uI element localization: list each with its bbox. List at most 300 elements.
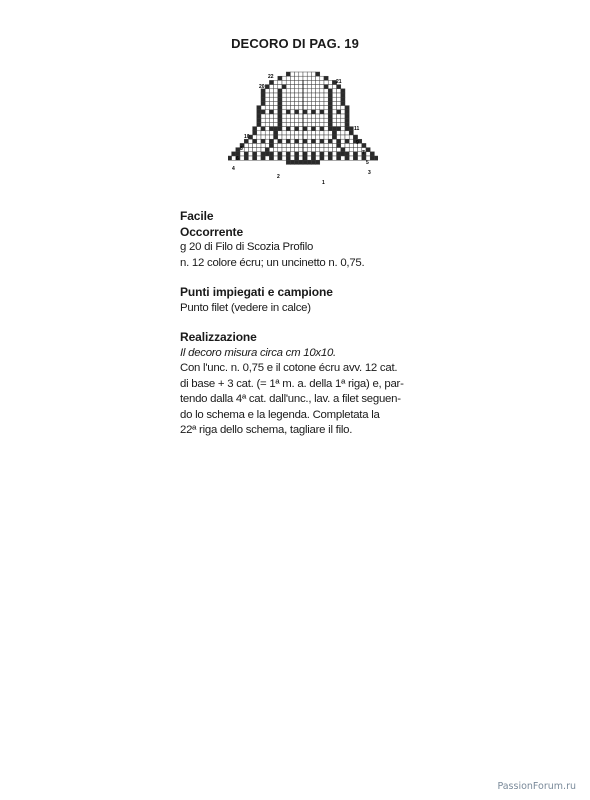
open-cell bbox=[324, 110, 328, 114]
open-cell bbox=[286, 131, 290, 135]
filled-cell bbox=[274, 127, 278, 131]
open-cell bbox=[332, 143, 336, 147]
open-cell bbox=[337, 89, 341, 93]
filled-cell bbox=[253, 131, 257, 135]
open-cell bbox=[257, 131, 261, 135]
filled-cell bbox=[328, 156, 332, 160]
open-cell bbox=[274, 139, 278, 143]
row-label-1: 1 bbox=[322, 180, 325, 186]
filled-cell bbox=[278, 152, 282, 156]
filled-cell bbox=[370, 156, 374, 160]
open-cell bbox=[316, 97, 320, 101]
filled-cell bbox=[286, 156, 290, 160]
filled-cell bbox=[328, 93, 332, 97]
open-cell bbox=[295, 135, 299, 139]
open-cell bbox=[274, 93, 278, 97]
open-cell bbox=[307, 72, 311, 76]
open-cell bbox=[341, 122, 345, 126]
open-cell bbox=[307, 97, 311, 101]
filled-cell bbox=[257, 110, 261, 114]
row-label-4: 4 bbox=[232, 166, 235, 172]
open-cell bbox=[299, 143, 303, 147]
open-cell bbox=[269, 93, 273, 97]
open-cell bbox=[303, 97, 307, 101]
open-cell bbox=[265, 139, 269, 143]
open-cell bbox=[290, 80, 294, 84]
open-cell bbox=[299, 139, 303, 143]
open-cell bbox=[332, 101, 336, 105]
open-cell bbox=[320, 122, 324, 126]
filled-cell bbox=[278, 156, 282, 160]
filled-cell bbox=[278, 122, 282, 126]
open-cell bbox=[332, 156, 336, 160]
open-cell bbox=[337, 148, 341, 152]
open-cell bbox=[261, 122, 265, 126]
open-cell bbox=[311, 72, 315, 76]
filled-cell bbox=[370, 152, 374, 156]
open-cell bbox=[311, 131, 315, 135]
open-cell bbox=[253, 135, 257, 139]
open-cell bbox=[307, 156, 311, 160]
open-cell bbox=[324, 93, 328, 97]
open-cell bbox=[316, 80, 320, 84]
open-cell bbox=[337, 97, 341, 101]
open-cell bbox=[282, 122, 286, 126]
open-cell bbox=[286, 93, 290, 97]
filled-cell bbox=[328, 97, 332, 101]
open-cell bbox=[282, 118, 286, 122]
open-cell bbox=[286, 118, 290, 122]
filled-cell bbox=[328, 122, 332, 126]
open-cell bbox=[332, 118, 336, 122]
open-cell bbox=[332, 152, 336, 156]
open-cell bbox=[324, 127, 328, 131]
open-cell bbox=[324, 152, 328, 156]
filled-cell bbox=[345, 110, 349, 114]
filled-cell bbox=[307, 160, 311, 164]
open-cell bbox=[282, 76, 286, 80]
open-cell bbox=[274, 106, 278, 110]
open-cell bbox=[332, 114, 336, 118]
open-cell bbox=[269, 106, 273, 110]
filled-cell bbox=[311, 152, 315, 156]
open-cell bbox=[303, 80, 307, 84]
open-cell bbox=[316, 143, 320, 147]
open-cell bbox=[282, 114, 286, 118]
filled-cell bbox=[278, 93, 282, 97]
filled-cell bbox=[320, 110, 324, 114]
open-cell bbox=[274, 122, 278, 126]
filled-cell bbox=[269, 80, 273, 84]
open-cell bbox=[261, 143, 265, 147]
open-cell bbox=[332, 89, 336, 93]
filled-cell bbox=[332, 131, 336, 135]
filled-cell bbox=[311, 110, 315, 114]
open-cell bbox=[295, 76, 299, 80]
filled-cell bbox=[341, 97, 345, 101]
realizzazione-intro: Il decoro misura circa cm 10x10. bbox=[180, 346, 336, 359]
filled-cell bbox=[261, 101, 265, 105]
filled-cell bbox=[366, 148, 370, 152]
open-cell bbox=[307, 122, 311, 126]
instructions-text bbox=[180, 209, 440, 439]
open-cell bbox=[349, 143, 353, 147]
filled-cell bbox=[328, 110, 332, 114]
open-cell bbox=[265, 114, 269, 118]
filled-cell bbox=[320, 139, 324, 143]
open-cell bbox=[295, 143, 299, 147]
filled-cell bbox=[269, 139, 273, 143]
filled-cell bbox=[349, 127, 353, 131]
open-cell bbox=[358, 156, 362, 160]
open-cell bbox=[299, 148, 303, 152]
open-cell bbox=[341, 135, 345, 139]
open-cell bbox=[290, 114, 294, 118]
open-cell bbox=[320, 106, 324, 110]
filled-cell bbox=[303, 152, 307, 156]
filled-cell bbox=[257, 106, 261, 110]
open-cell bbox=[332, 148, 336, 152]
open-cell bbox=[282, 110, 286, 114]
filled-cell bbox=[278, 127, 282, 131]
open-cell bbox=[324, 148, 328, 152]
open-cell bbox=[320, 148, 324, 152]
open-cell bbox=[324, 101, 328, 105]
open-cell bbox=[324, 118, 328, 122]
open-cell bbox=[337, 101, 341, 105]
open-cell bbox=[332, 106, 336, 110]
open-cell bbox=[303, 148, 307, 152]
open-cell bbox=[261, 131, 265, 135]
filled-cell bbox=[328, 152, 332, 156]
open-cell bbox=[316, 127, 320, 131]
filled-cell bbox=[261, 127, 265, 131]
open-cell bbox=[307, 152, 311, 156]
row-label-7: 7 bbox=[362, 150, 365, 156]
open-cell bbox=[332, 93, 336, 97]
filled-cell bbox=[316, 72, 320, 76]
open-cell bbox=[337, 106, 341, 110]
open-cell bbox=[307, 76, 311, 80]
filled-cell bbox=[303, 127, 307, 131]
open-cell bbox=[299, 152, 303, 156]
open-cell bbox=[282, 152, 286, 156]
open-cell bbox=[316, 101, 320, 105]
open-cell bbox=[240, 152, 244, 156]
filled-cell bbox=[328, 139, 332, 143]
open-cell bbox=[278, 143, 282, 147]
open-cell bbox=[299, 76, 303, 80]
filled-cell bbox=[320, 152, 324, 156]
filled-cell bbox=[311, 156, 315, 160]
row-label-21: 21 bbox=[336, 79, 342, 85]
open-cell bbox=[311, 118, 315, 122]
filled-cell bbox=[337, 110, 341, 114]
filet-chart-diagram bbox=[228, 68, 378, 188]
open-cell bbox=[316, 106, 320, 110]
filled-cell bbox=[303, 110, 307, 114]
open-cell bbox=[328, 135, 332, 139]
filled-cell bbox=[328, 127, 332, 131]
row-label-10: 10 bbox=[244, 134, 250, 140]
open-cell bbox=[311, 101, 315, 105]
filled-cell bbox=[257, 122, 261, 126]
open-cell bbox=[299, 122, 303, 126]
open-cell bbox=[265, 127, 269, 131]
open-cell bbox=[269, 114, 273, 118]
filled-cell bbox=[328, 106, 332, 110]
open-cell bbox=[257, 139, 261, 143]
open-cell bbox=[345, 143, 349, 147]
open-cell bbox=[265, 89, 269, 93]
open-cell bbox=[316, 114, 320, 118]
open-cell bbox=[282, 131, 286, 135]
open-cell bbox=[278, 131, 282, 135]
open-cell bbox=[257, 143, 261, 147]
open-cell bbox=[311, 114, 315, 118]
open-cell bbox=[295, 85, 299, 89]
filled-cell bbox=[278, 89, 282, 93]
open-cell bbox=[295, 131, 299, 135]
open-cell bbox=[324, 122, 328, 126]
filled-cell bbox=[337, 152, 341, 156]
open-cell bbox=[274, 148, 278, 152]
open-cell bbox=[341, 143, 345, 147]
open-cell bbox=[248, 152, 252, 156]
filled-cell bbox=[341, 89, 345, 93]
open-cell bbox=[299, 89, 303, 93]
filled-cell bbox=[286, 110, 290, 114]
open-cell bbox=[316, 135, 320, 139]
filled-cell bbox=[253, 127, 257, 131]
open-cell bbox=[307, 127, 311, 131]
open-cell bbox=[274, 114, 278, 118]
open-cell bbox=[278, 148, 282, 152]
open-cell bbox=[274, 89, 278, 93]
row-label-20: 20 bbox=[259, 84, 265, 90]
open-cell bbox=[324, 135, 328, 139]
punti-line: Punto filet (vedere in calce) bbox=[180, 301, 311, 314]
open-cell bbox=[265, 101, 269, 105]
open-cell bbox=[303, 114, 307, 118]
open-cell bbox=[248, 143, 252, 147]
open-cell bbox=[328, 80, 332, 84]
open-cell bbox=[274, 152, 278, 156]
open-cell bbox=[320, 131, 324, 135]
punti-heading: Punti impiegati e campione bbox=[180, 285, 333, 299]
open-cell bbox=[299, 156, 303, 160]
open-cell bbox=[337, 131, 341, 135]
filled-cell bbox=[261, 110, 265, 114]
open-cell bbox=[278, 80, 282, 84]
open-cell bbox=[316, 118, 320, 122]
filled-cell bbox=[341, 152, 345, 156]
filled-cell bbox=[228, 156, 232, 160]
open-cell bbox=[290, 135, 294, 139]
open-cell bbox=[282, 139, 286, 143]
filled-cell bbox=[303, 160, 307, 164]
filled-cell bbox=[253, 152, 257, 156]
open-cell bbox=[261, 118, 265, 122]
open-cell bbox=[257, 152, 261, 156]
open-cell bbox=[261, 106, 265, 110]
open-cell bbox=[269, 135, 273, 139]
open-cell bbox=[324, 114, 328, 118]
filled-cell bbox=[295, 160, 299, 164]
open-cell bbox=[286, 122, 290, 126]
filled-cell bbox=[345, 118, 349, 122]
open-cell bbox=[265, 122, 269, 126]
filled-cell bbox=[290, 160, 294, 164]
open-cell bbox=[274, 80, 278, 84]
filled-cell bbox=[274, 135, 278, 139]
open-cell bbox=[265, 118, 269, 122]
filled-cell bbox=[269, 127, 273, 131]
watermark: PassionForum.ru bbox=[497, 781, 576, 792]
open-cell bbox=[274, 118, 278, 122]
filled-cell bbox=[253, 139, 257, 143]
filled-cell bbox=[274, 131, 278, 135]
open-cell bbox=[286, 135, 290, 139]
open-cell bbox=[290, 127, 294, 131]
open-cell bbox=[311, 135, 315, 139]
filled-cell bbox=[311, 127, 315, 131]
filled-cell bbox=[278, 76, 282, 80]
open-cell bbox=[316, 89, 320, 93]
open-cell bbox=[366, 152, 370, 156]
open-cell bbox=[311, 143, 315, 147]
filled-cell bbox=[286, 160, 290, 164]
open-cell bbox=[299, 85, 303, 89]
filled-cell bbox=[286, 152, 290, 156]
open-cell bbox=[345, 148, 349, 152]
open-cell bbox=[349, 139, 353, 143]
open-cell bbox=[299, 135, 303, 139]
realizzazione-heading: Realizzazione bbox=[180, 330, 257, 344]
open-cell bbox=[265, 156, 269, 160]
open-cell bbox=[311, 97, 315, 101]
open-cell bbox=[337, 122, 341, 126]
filled-cell bbox=[261, 152, 265, 156]
realizzazione-line: 22ª riga dello schema, tagliare il filo. bbox=[180, 424, 353, 436]
open-cell bbox=[253, 143, 257, 147]
open-cell bbox=[307, 106, 311, 110]
filled-cell bbox=[278, 106, 282, 110]
open-cell bbox=[286, 106, 290, 110]
open-cell bbox=[299, 80, 303, 84]
open-cell bbox=[299, 72, 303, 76]
open-cell bbox=[345, 131, 349, 135]
open-cell bbox=[320, 85, 324, 89]
open-cell bbox=[303, 143, 307, 147]
filled-cell bbox=[261, 93, 265, 97]
filled-cell bbox=[345, 114, 349, 118]
open-cell bbox=[349, 148, 353, 152]
open-cell bbox=[320, 93, 324, 97]
row-label-5: 5 bbox=[366, 160, 369, 166]
open-cell bbox=[332, 122, 336, 126]
open-cell bbox=[282, 135, 286, 139]
open-cell bbox=[282, 97, 286, 101]
open-cell bbox=[311, 93, 315, 97]
filled-cell bbox=[328, 89, 332, 93]
open-cell bbox=[311, 85, 315, 89]
open-cell bbox=[295, 122, 299, 126]
open-cell bbox=[311, 89, 315, 93]
filled-cell bbox=[282, 85, 286, 89]
open-cell bbox=[311, 148, 315, 152]
open-cell bbox=[290, 152, 294, 156]
open-cell bbox=[341, 106, 345, 110]
open-cell bbox=[320, 97, 324, 101]
open-cell bbox=[324, 97, 328, 101]
filled-cell bbox=[295, 152, 299, 156]
open-cell bbox=[290, 110, 294, 114]
filled-cell bbox=[269, 143, 273, 147]
open-cell bbox=[290, 148, 294, 152]
open-cell bbox=[316, 156, 320, 160]
open-cell bbox=[341, 127, 345, 131]
filled-cell bbox=[328, 118, 332, 122]
open-cell bbox=[290, 156, 294, 160]
open-cell bbox=[278, 85, 282, 89]
open-cell bbox=[257, 148, 261, 152]
filled-cell bbox=[286, 72, 290, 76]
open-cell bbox=[295, 118, 299, 122]
open-cell bbox=[320, 118, 324, 122]
open-cell bbox=[320, 101, 324, 105]
open-cell bbox=[303, 72, 307, 76]
open-cell bbox=[341, 118, 345, 122]
filet-grid bbox=[228, 72, 378, 164]
open-cell bbox=[341, 114, 345, 118]
open-cell bbox=[265, 110, 269, 114]
filled-cell bbox=[332, 127, 336, 131]
filled-cell bbox=[278, 101, 282, 105]
row-label-11: 11 bbox=[354, 126, 360, 132]
filled-cell bbox=[265, 85, 269, 89]
open-cell bbox=[307, 148, 311, 152]
open-cell bbox=[324, 156, 328, 160]
open-cell bbox=[286, 76, 290, 80]
open-cell bbox=[349, 152, 353, 156]
open-cell bbox=[290, 93, 294, 97]
open-cell bbox=[341, 139, 345, 143]
open-cell bbox=[316, 85, 320, 89]
filled-cell bbox=[261, 97, 265, 101]
open-cell bbox=[307, 89, 311, 93]
open-cell bbox=[349, 135, 353, 139]
row-label-2: 2 bbox=[277, 174, 280, 180]
filled-cell bbox=[278, 114, 282, 118]
open-cell bbox=[337, 135, 341, 139]
filled-cell bbox=[295, 110, 299, 114]
open-cell bbox=[269, 97, 273, 101]
open-cell bbox=[244, 143, 248, 147]
open-cell bbox=[269, 85, 273, 89]
open-cell bbox=[240, 156, 244, 160]
open-cell bbox=[311, 76, 315, 80]
open-cell bbox=[303, 93, 307, 97]
open-cell bbox=[265, 143, 269, 147]
open-cell bbox=[290, 143, 294, 147]
open-cell bbox=[311, 80, 315, 84]
filled-cell bbox=[265, 152, 269, 156]
open-cell bbox=[295, 114, 299, 118]
filled-cell bbox=[345, 152, 349, 156]
filled-cell bbox=[353, 152, 357, 156]
filled-cell bbox=[324, 76, 328, 80]
